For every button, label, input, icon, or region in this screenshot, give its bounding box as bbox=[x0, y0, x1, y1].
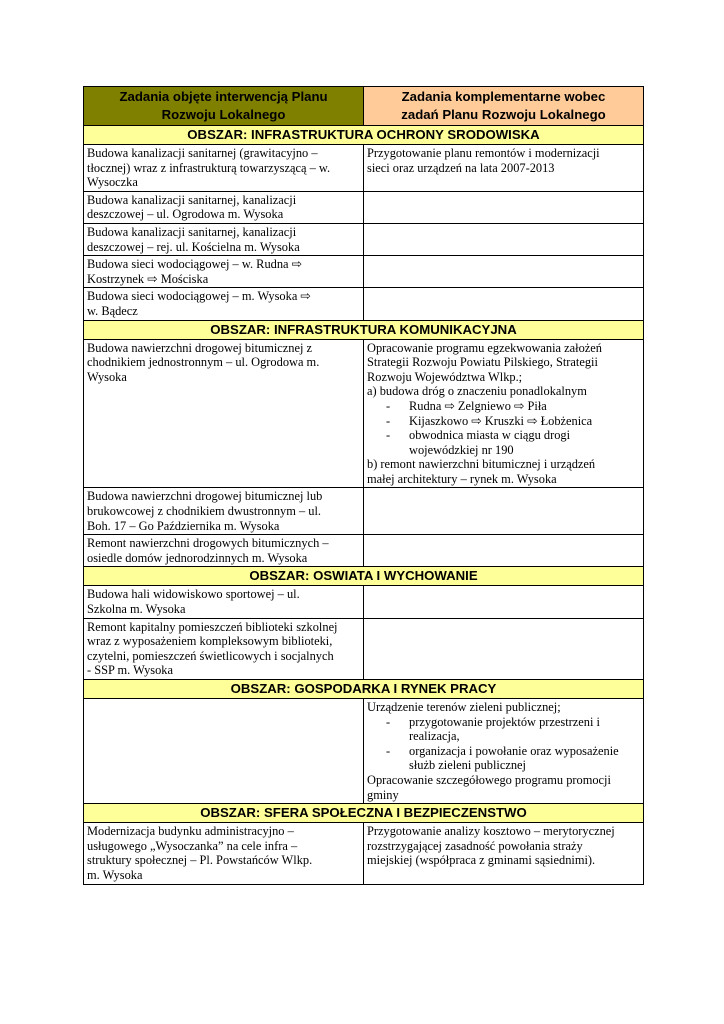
task-line: Budowa kanalizacji sanitarnej (grawitacyjno – bbox=[87, 146, 318, 160]
task-line: - SSP m. Wysoka bbox=[87, 663, 174, 678]
list-item-line: - przygotowanie projektów przestrzeni i bbox=[409, 714, 600, 729]
table-row bbox=[84, 586, 644, 618]
section-title: OBSZAR: INFRASTRUKTURA OCHRONY SRODOWISKA bbox=[84, 126, 644, 145]
list-item bbox=[386, 744, 640, 773]
tasks-table-body bbox=[84, 87, 644, 885]
task-cell bbox=[84, 191, 364, 223]
complementary-cell bbox=[364, 191, 644, 223]
list-item-line: - Kijaszkowo ⇨ Kruszki ⇨ Łobżenica bbox=[409, 413, 593, 428]
dash-list bbox=[367, 399, 640, 457]
task-line: brukowcowej z chodnikiem dwustronnym – ul. bbox=[87, 504, 322, 519]
section-header-row bbox=[84, 320, 644, 339]
complementary-line: Opracowanie programu egzekwowania założeń bbox=[367, 340, 602, 355]
section-title: OBSZAR: SFERA SPOŁECZNA I BEZPIECZENSTWO bbox=[84, 804, 644, 823]
complementary-cell bbox=[364, 223, 644, 255]
header-left-line: Zadania objęte interwencją Planu bbox=[119, 89, 328, 104]
task-cell bbox=[84, 288, 364, 320]
list-item-line: wojewódzkiej nr 190 bbox=[409, 442, 514, 457]
section-title: OBSZAR: GOSPODARKA I RYNEK PRACY bbox=[84, 680, 644, 699]
complementary-line: gminy bbox=[367, 787, 399, 802]
task-line: Budowa nawierzchni drogowej bitumicznej lub bbox=[87, 489, 323, 504]
task-cell bbox=[84, 256, 364, 288]
header-left bbox=[84, 87, 364, 126]
complementary-line: Strategii Rozwoju Powiatu Pilskiego, Strategii bbox=[367, 355, 598, 370]
table-row bbox=[84, 145, 644, 192]
task-line: deszczowej – ul. Ogrodowa m. Wysoka bbox=[87, 207, 284, 222]
task-line: Remont kapitalny pomieszczeń biblioteki szkolnej bbox=[87, 619, 338, 634]
complementary-line: a) budowa dróg o znaczeniu ponadlokalnym bbox=[367, 384, 587, 399]
task-cell bbox=[84, 535, 364, 567]
complementary-line: miejskiej (współpraca z gminami sąsiednimi). bbox=[367, 853, 596, 868]
list-item-line: realizacja, bbox=[409, 729, 460, 744]
section-title: OBSZAR: OSWIATA I WYCHOWANIE bbox=[84, 567, 644, 586]
complementary-cell bbox=[364, 288, 644, 320]
dash-list bbox=[367, 715, 640, 773]
table-row bbox=[84, 699, 644, 804]
complementary-line: rozstrzygającej zasadność powołania straży bbox=[367, 838, 583, 853]
tasks-table bbox=[83, 86, 644, 885]
task-line: Boh. 17 – Go Października m. Wysoka bbox=[87, 518, 280, 533]
section-header-row bbox=[84, 804, 644, 823]
list-item-line: służb zieleni publicznej bbox=[409, 758, 526, 773]
section-header-row bbox=[84, 126, 644, 145]
task-line: Wysoczka bbox=[87, 175, 138, 190]
task-line: tłocznej) wraz z infrastrukturą towarzyszącą – w. bbox=[87, 160, 331, 175]
task-line: deszczowej – rej. ul. Kościelna m. Wysoka bbox=[87, 239, 300, 254]
task-line: Szkolna m. Wysoka bbox=[87, 602, 186, 617]
list-item bbox=[386, 414, 640, 429]
header-right bbox=[364, 87, 644, 126]
list-item bbox=[386, 715, 640, 744]
task-line: Budowa kanalizacji sanitarnej, kanalizacji bbox=[87, 224, 297, 239]
task-cell bbox=[84, 488, 364, 535]
task-line: osiedle domów jednorodzinnych m. Wysoka bbox=[87, 550, 308, 565]
section-header-row bbox=[84, 680, 644, 699]
table-row bbox=[84, 618, 644, 679]
complementary-line: Rozwoju Województwa Wlkp.; bbox=[367, 369, 523, 384]
task-cell bbox=[84, 618, 364, 679]
task-line: struktury społecznej – Pl. Powstańców Wlkp. bbox=[87, 853, 313, 868]
task-line: Budowa nawierzchni drogowej bitumicznej z bbox=[87, 340, 313, 355]
table-row bbox=[84, 191, 644, 223]
section-header-row bbox=[84, 567, 644, 586]
table-row bbox=[84, 535, 644, 567]
task-cell bbox=[84, 223, 364, 255]
complementary-line: Przygotowanie analizy kosztowo – merytorycznej bbox=[367, 824, 615, 839]
task-line: Remont nawierzchni drogowych bitumicznych – bbox=[87, 536, 329, 551]
table-row bbox=[84, 223, 644, 255]
complementary-cell bbox=[364, 618, 644, 679]
task-line: Kostrzynek ⇨ Mościska bbox=[87, 271, 209, 286]
task-line: wraz z wyposażeniem kompleksowym biblioteki, bbox=[87, 634, 333, 649]
complementary-cell bbox=[364, 535, 644, 567]
task-cell bbox=[84, 145, 364, 192]
task-line: w. Bądecz bbox=[87, 303, 138, 318]
task-line: Budowa hali widowiskowo sportowej – ul. bbox=[87, 587, 300, 602]
task-cell bbox=[84, 339, 364, 488]
table-row bbox=[84, 339, 644, 488]
header-right-line: zadań Planu Rozwoju Lokalnego bbox=[401, 107, 606, 122]
list-item bbox=[386, 428, 640, 457]
task-line: m. Wysoka bbox=[87, 867, 143, 882]
header-left-line: Rozwoju Lokalnego bbox=[161, 107, 286, 122]
task-line: usługowego „Wysoczanka” na cele infra – bbox=[87, 838, 298, 853]
section-title: OBSZAR: INFRASTRUKTURA KOMUNIKACYJNA bbox=[84, 320, 644, 339]
complementary-cell bbox=[364, 823, 644, 884]
list-item-line: - Rudna ⇨ Zelgniewo ⇨ Piła bbox=[409, 398, 547, 413]
task-line: chodnikiem jednostronnym – ul. Ogrodowa m. bbox=[87, 355, 320, 370]
task-line: Modernizacja budynku administracyjno – bbox=[87, 824, 294, 839]
complementary-cell bbox=[364, 145, 644, 192]
complementary-line: Urządzenie terenów zieleni publicznej; bbox=[367, 700, 561, 714]
table-row bbox=[84, 288, 644, 320]
header-row bbox=[84, 87, 644, 126]
table-row bbox=[84, 256, 644, 288]
complementary-line: b) remont nawierzchni bitumicznej i urządzeń bbox=[367, 457, 596, 472]
complementary-line: Przygotowanie planu remontów i modernizacji bbox=[367, 146, 600, 160]
task-cell bbox=[84, 823, 364, 884]
list-item-line: - obwodnica miasta w ciągu drogi bbox=[409, 428, 571, 443]
list-item bbox=[386, 399, 640, 414]
table-row bbox=[84, 488, 644, 535]
task-cell bbox=[84, 586, 364, 618]
complementary-line: Opracowanie szczegółowego programu promocji bbox=[367, 772, 611, 787]
complementary-cell bbox=[364, 488, 644, 535]
task-line: Budowa sieci wodociągowej – w. Rudna ⇨ bbox=[87, 257, 303, 272]
task-cell bbox=[84, 699, 364, 804]
header-right-line: Zadania komplementarne wobec bbox=[401, 89, 606, 104]
task-line: czytelni, pomieszczeń świetlicowych i socjalnych bbox=[87, 648, 334, 663]
complementary-cell bbox=[364, 256, 644, 288]
task-line: Budowa kanalizacji sanitarnej, kanalizacji bbox=[87, 192, 297, 207]
complementary-line: małej architektury – rynek m. Wysoka bbox=[367, 471, 557, 486]
complementary-line: sieci oraz urządzeń na lata 2007-2013 bbox=[367, 160, 555, 175]
table-row bbox=[84, 823, 644, 884]
task-line: Budowa sieci wodociągowej – m. Wysoka ⇨ bbox=[87, 289, 311, 304]
complementary-cell bbox=[364, 586, 644, 618]
list-item-line: - organizacja i powołanie oraz wyposażenie bbox=[409, 743, 619, 758]
complementary-cell bbox=[364, 339, 644, 488]
task-line: Wysoka bbox=[87, 369, 127, 384]
complementary-cell bbox=[364, 699, 644, 804]
